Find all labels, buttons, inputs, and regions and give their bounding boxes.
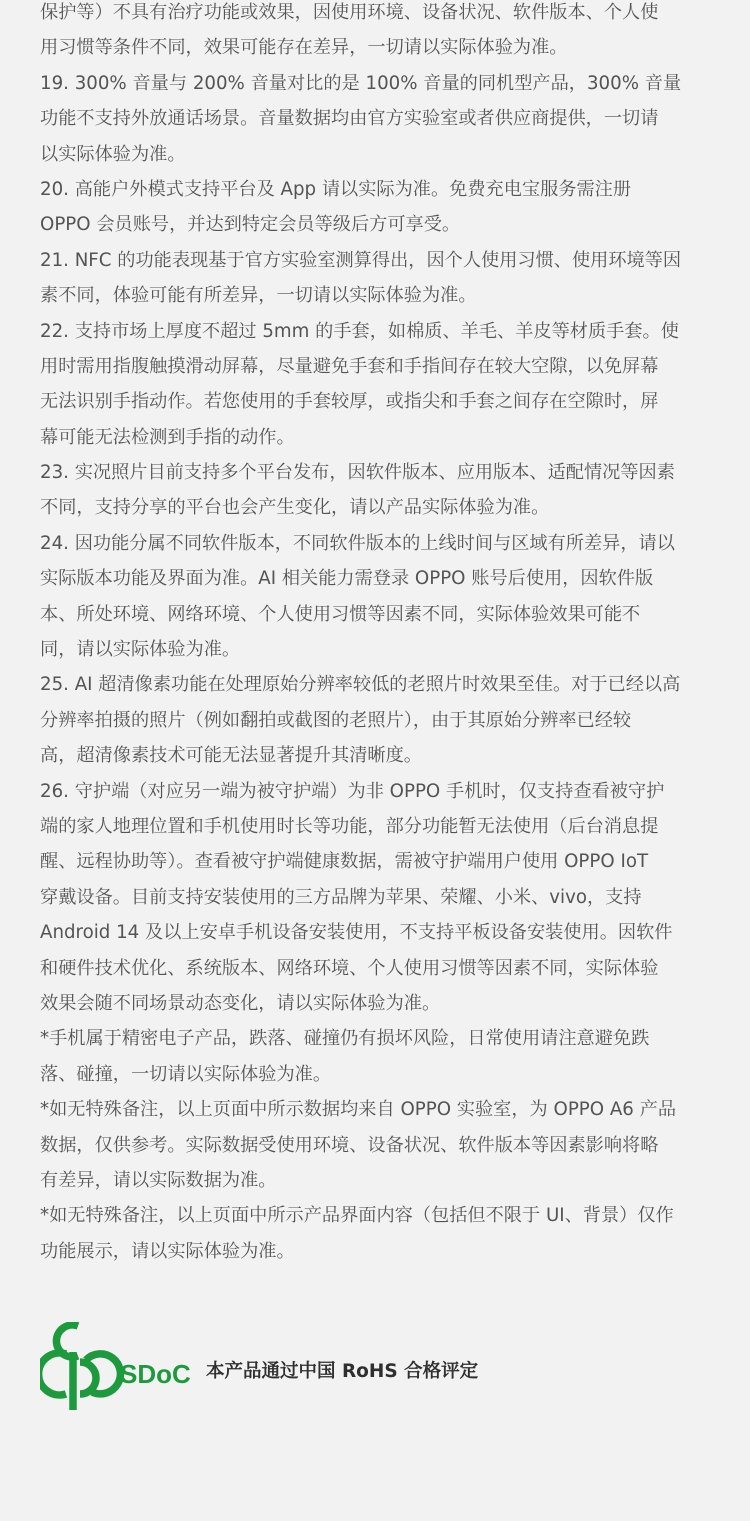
footnote-line: 高，超清像素技术可能无法显著提升其清晰度。 <box>40 745 422 767</box>
footnote-line: 19. 300% 音量与 200% 音量对比的是 100% 音量的同机型产品，300% 音量 <box>40 72 682 94</box>
footnote-line: 24. 因功能分属不同软件版本，不同软件版本的上线时间与区域有所差异，请以 <box>40 532 675 554</box>
footnote-line: 21. NFC 的功能表现基于官方实验室测算得出，因个人使用习惯、使用环境等因 <box>40 249 682 271</box>
footnote-line: 数据，仅供参考。实际数据受使用环境、设备状况、软件版本等因素影响将略 <box>40 1134 659 1156</box>
footnote-line: *如无特殊备注，以上页面中所示数据均来自 OPPO 实验室，为 OPPO A6 产品 <box>40 1099 677 1121</box>
footnote-line: 有差异，请以实际数据为准。 <box>40 1169 277 1191</box>
rohs-statement: 本产品通过中国 RoHS 合格评定 <box>206 1361 479 1382</box>
footnotes <box>40 0 716 1269</box>
footnote-line: 用时需用指腹触摸滑动屏幕，尽量避免手套和手指间存在较大空隙，以免屏幕 <box>40 355 659 377</box>
footnote-line: 穿戴设备。目前支持安装使用的三方品牌为苹果、荣耀、小米、vivo，支持 <box>40 886 642 908</box>
rohs-certification <box>40 1322 500 1414</box>
footnote-line: 保护等）不具有治疗功能或效果，因使用环境、设备状况、软件版本、个人使 <box>40 2 659 23</box>
footnote-line: 功能展示，请以实际体验为准。 <box>40 1240 295 1262</box>
footnote-line: 26. 守护端（对应另一端为被守护端）为非 OPPO 手机时，仅支持查看被守护 <box>40 780 665 802</box>
sdoc-logo-text: SDoC <box>120 1359 191 1389</box>
footnote-line: 20. 高能户外模式支持平台及 App 请以实际为准。免费充电宝服务需注册 <box>40 178 632 200</box>
footnote-line: 端的家人地理位置和手机使用时长等功能，部分功能暂无法使用（后台消息提 <box>40 815 659 837</box>
footnote-line: 功能不支持外放通话场景。音量数据均由官方实验室或者供应商提供，一切请 <box>40 108 659 130</box>
footnote-line: 和硬件技术优化、系统版本、网络环境、个人使用习惯等因素不同，实际体验 <box>40 957 659 979</box>
footnote-line: 效果会随不同场景动态变化，请以实际体验为准。 <box>40 992 441 1014</box>
footnote-line: 实际版本功能及界面为准。AI 相关能力需登录 OPPO 账号后使用，因软件版 <box>40 568 654 590</box>
footnote-line: OPPO 会员账号，并达到特定会员等级后方可享受。 <box>40 214 461 236</box>
footnote-line: 醒、远程协助等）。查看被守护端健康数据，需被守护端用户使用 OPPO IoT <box>40 851 649 873</box>
footnote-line: 23. 实况照片目前支持多个平台发布，因软件版本、应用版本、适配情况等因素 <box>40 462 675 484</box>
footnote-line: *如无特殊备注，以上页面中所示产品界面内容（包括但不限于 UI、背景）仅作 <box>40 1205 674 1227</box>
footnote-line: 22. 支持市场上厚度不超过 5mm 的手套，如棉质、羊毛、羊皮等材质手套。使 <box>40 320 679 342</box>
china-rohs-green-logo-icon <box>40 1322 200 1414</box>
footnote-line: 幕可能无法检测到手指的动作。 <box>40 426 295 448</box>
footnote-line: 落、碰撞，一切请以实际体验为准。 <box>40 1063 332 1085</box>
footnote-line: 以实际体验为准。 <box>40 143 186 165</box>
footnote-line: 25. AI 超清像素功能在处理原始分辨率较低的老照片时效果至佳。对于已经以高 <box>40 674 681 696</box>
footnote-line: 无法识别手指动作。若您使用的手套较厚，或指尖和手套之间存在空隙时，屏 <box>40 391 659 413</box>
footnote-line: *手机属于精密电子产品，跌落、碰撞仍有损坏风险，日常使用请注意避免跌 <box>40 1028 650 1050</box>
footnote-line: 分辨率拍摄的照片（例如翻拍或截图的老照片），由于其原始分辨率已经较 <box>40 709 632 731</box>
footnote-line: 本、所处环境、网络环境、个人使用习惯等因素不同，实际体验效果可能不 <box>40 603 641 625</box>
footnote-line: 不同，支持分享的平台也会产生变化，请以产品实际体验为准。 <box>40 497 550 519</box>
footnote-line: 素不同，体验可能有所差异，一切请以实际体验为准。 <box>40 285 477 307</box>
footnote-line: 同，请以实际体验为准。 <box>40 639 241 661</box>
footnote-line: Android 14 及以上安卓手机设备安装使用，不支持平板设备安装使用。因软件 <box>40 922 673 944</box>
footnote-line: 用习惯等条件不同，效果可能存在差异，一切请以实际体验为准。 <box>40 37 568 59</box>
